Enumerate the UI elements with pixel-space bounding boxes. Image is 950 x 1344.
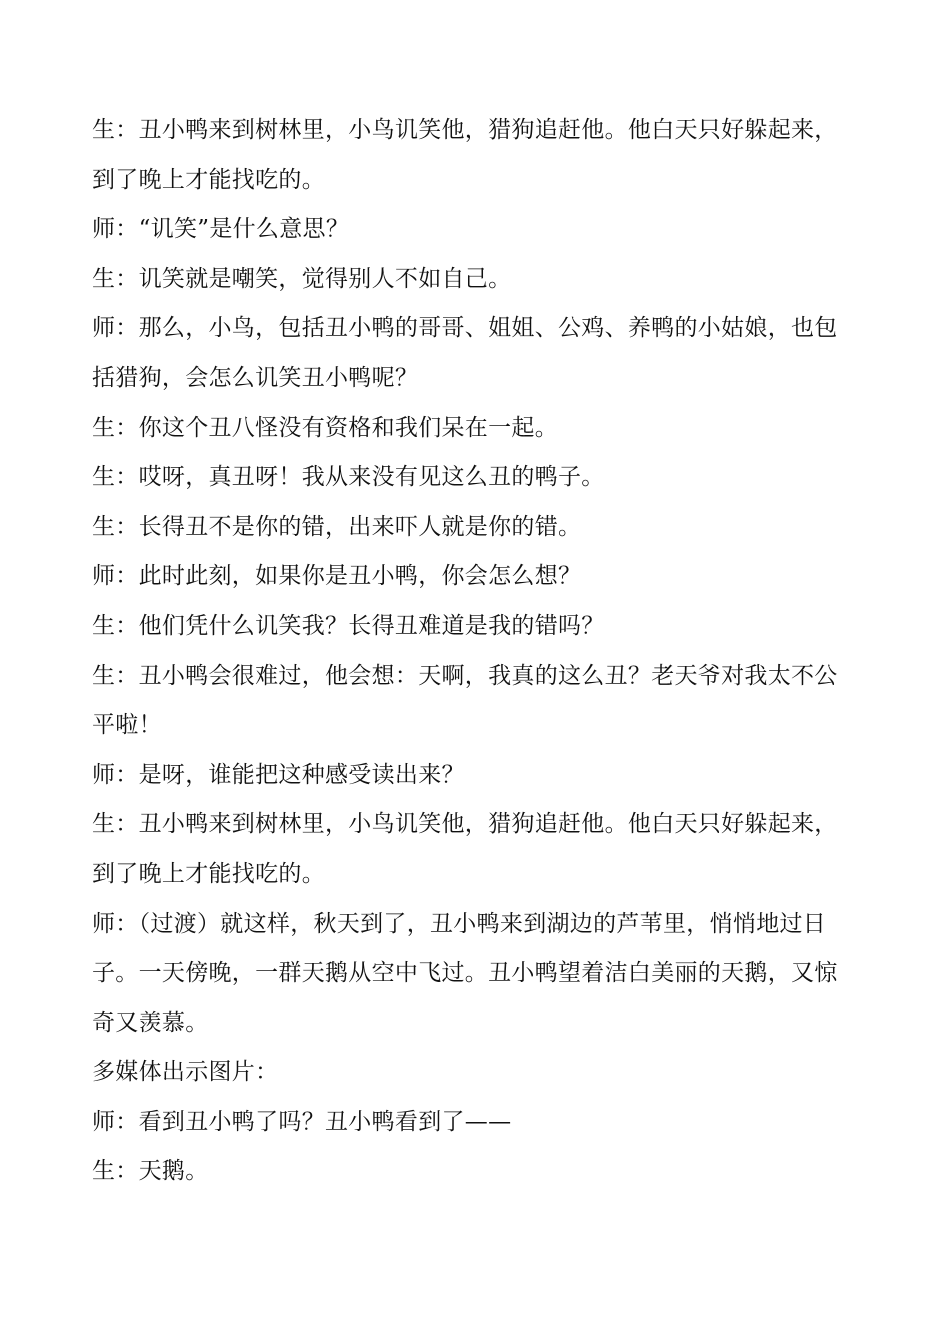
text-line: 奇又羡慕。 xyxy=(92,1009,209,1036)
text-line: 平啦！ xyxy=(92,712,162,739)
text-line: 生：你这个丑八怪没有资格和我们呆在一起。 xyxy=(92,414,558,441)
text-line: 到了晚上才能找吃的。 xyxy=(92,166,325,193)
text-line: 师：看到丑小鸭了吗？丑小鸭看到了—— xyxy=(92,1108,512,1135)
text-line: 生：讥笑就是嘲笑，觉得别人不如自己。 xyxy=(92,265,512,292)
text-line: 生：哎呀，真丑呀！我从来没有见这么丑的鸭子。 xyxy=(92,464,605,491)
text-line: 生：丑小鸭来到树林里，小鸟讥笑他，猎狗追赶他。他白天只好躲起来， xyxy=(92,811,838,838)
document-body xyxy=(92,106,862,1197)
text-line: 多媒体出示图片： xyxy=(92,1059,279,1086)
text-line: 生：丑小鸭会很难过，他会想：天啊，我真的这么丑？老天爷对我太不公 xyxy=(92,662,838,689)
text-line: 师：（过渡）就这样，秋天到了，丑小鸭来到湖边的芦苇里，悄悄地过日 xyxy=(92,910,827,937)
text-line: 生：长得丑不是你的错，出来吓人就是你的错。 xyxy=(92,513,582,540)
text-line: 生：丑小鸭来到树林里，小鸟讥笑他，猎狗追赶他。他白天只好躲起来， xyxy=(92,117,838,143)
text-line: 师：此时此刻，如果你是丑小鸭，你会怎么想？ xyxy=(92,563,582,590)
text-line: 师：那么，小鸟，包括丑小鸭的哥哥、姐姐、公鸡、养鸭的小姑娘，也包 xyxy=(92,315,838,342)
text-line: 师：是呀，谁能把这种感受读出来？ xyxy=(92,761,465,788)
text-line: 括猎狗，会怎么讥笑丑小鸭呢？ xyxy=(92,364,419,391)
text-line: 生：他们凭什么讥笑我？长得丑难道是我的错吗？ xyxy=(92,612,605,639)
text-line: 到了晚上才能找吃的。 xyxy=(92,860,325,887)
text-line: 子。一天傍晚，一群天鹅从空中飞过。丑小鸭望着洁白美丽的天鹅，又惊 xyxy=(92,960,838,987)
text-line: 师：“讥笑”是什么意思？ xyxy=(92,216,350,243)
text-line: 生：天鹅。 xyxy=(92,1158,209,1185)
